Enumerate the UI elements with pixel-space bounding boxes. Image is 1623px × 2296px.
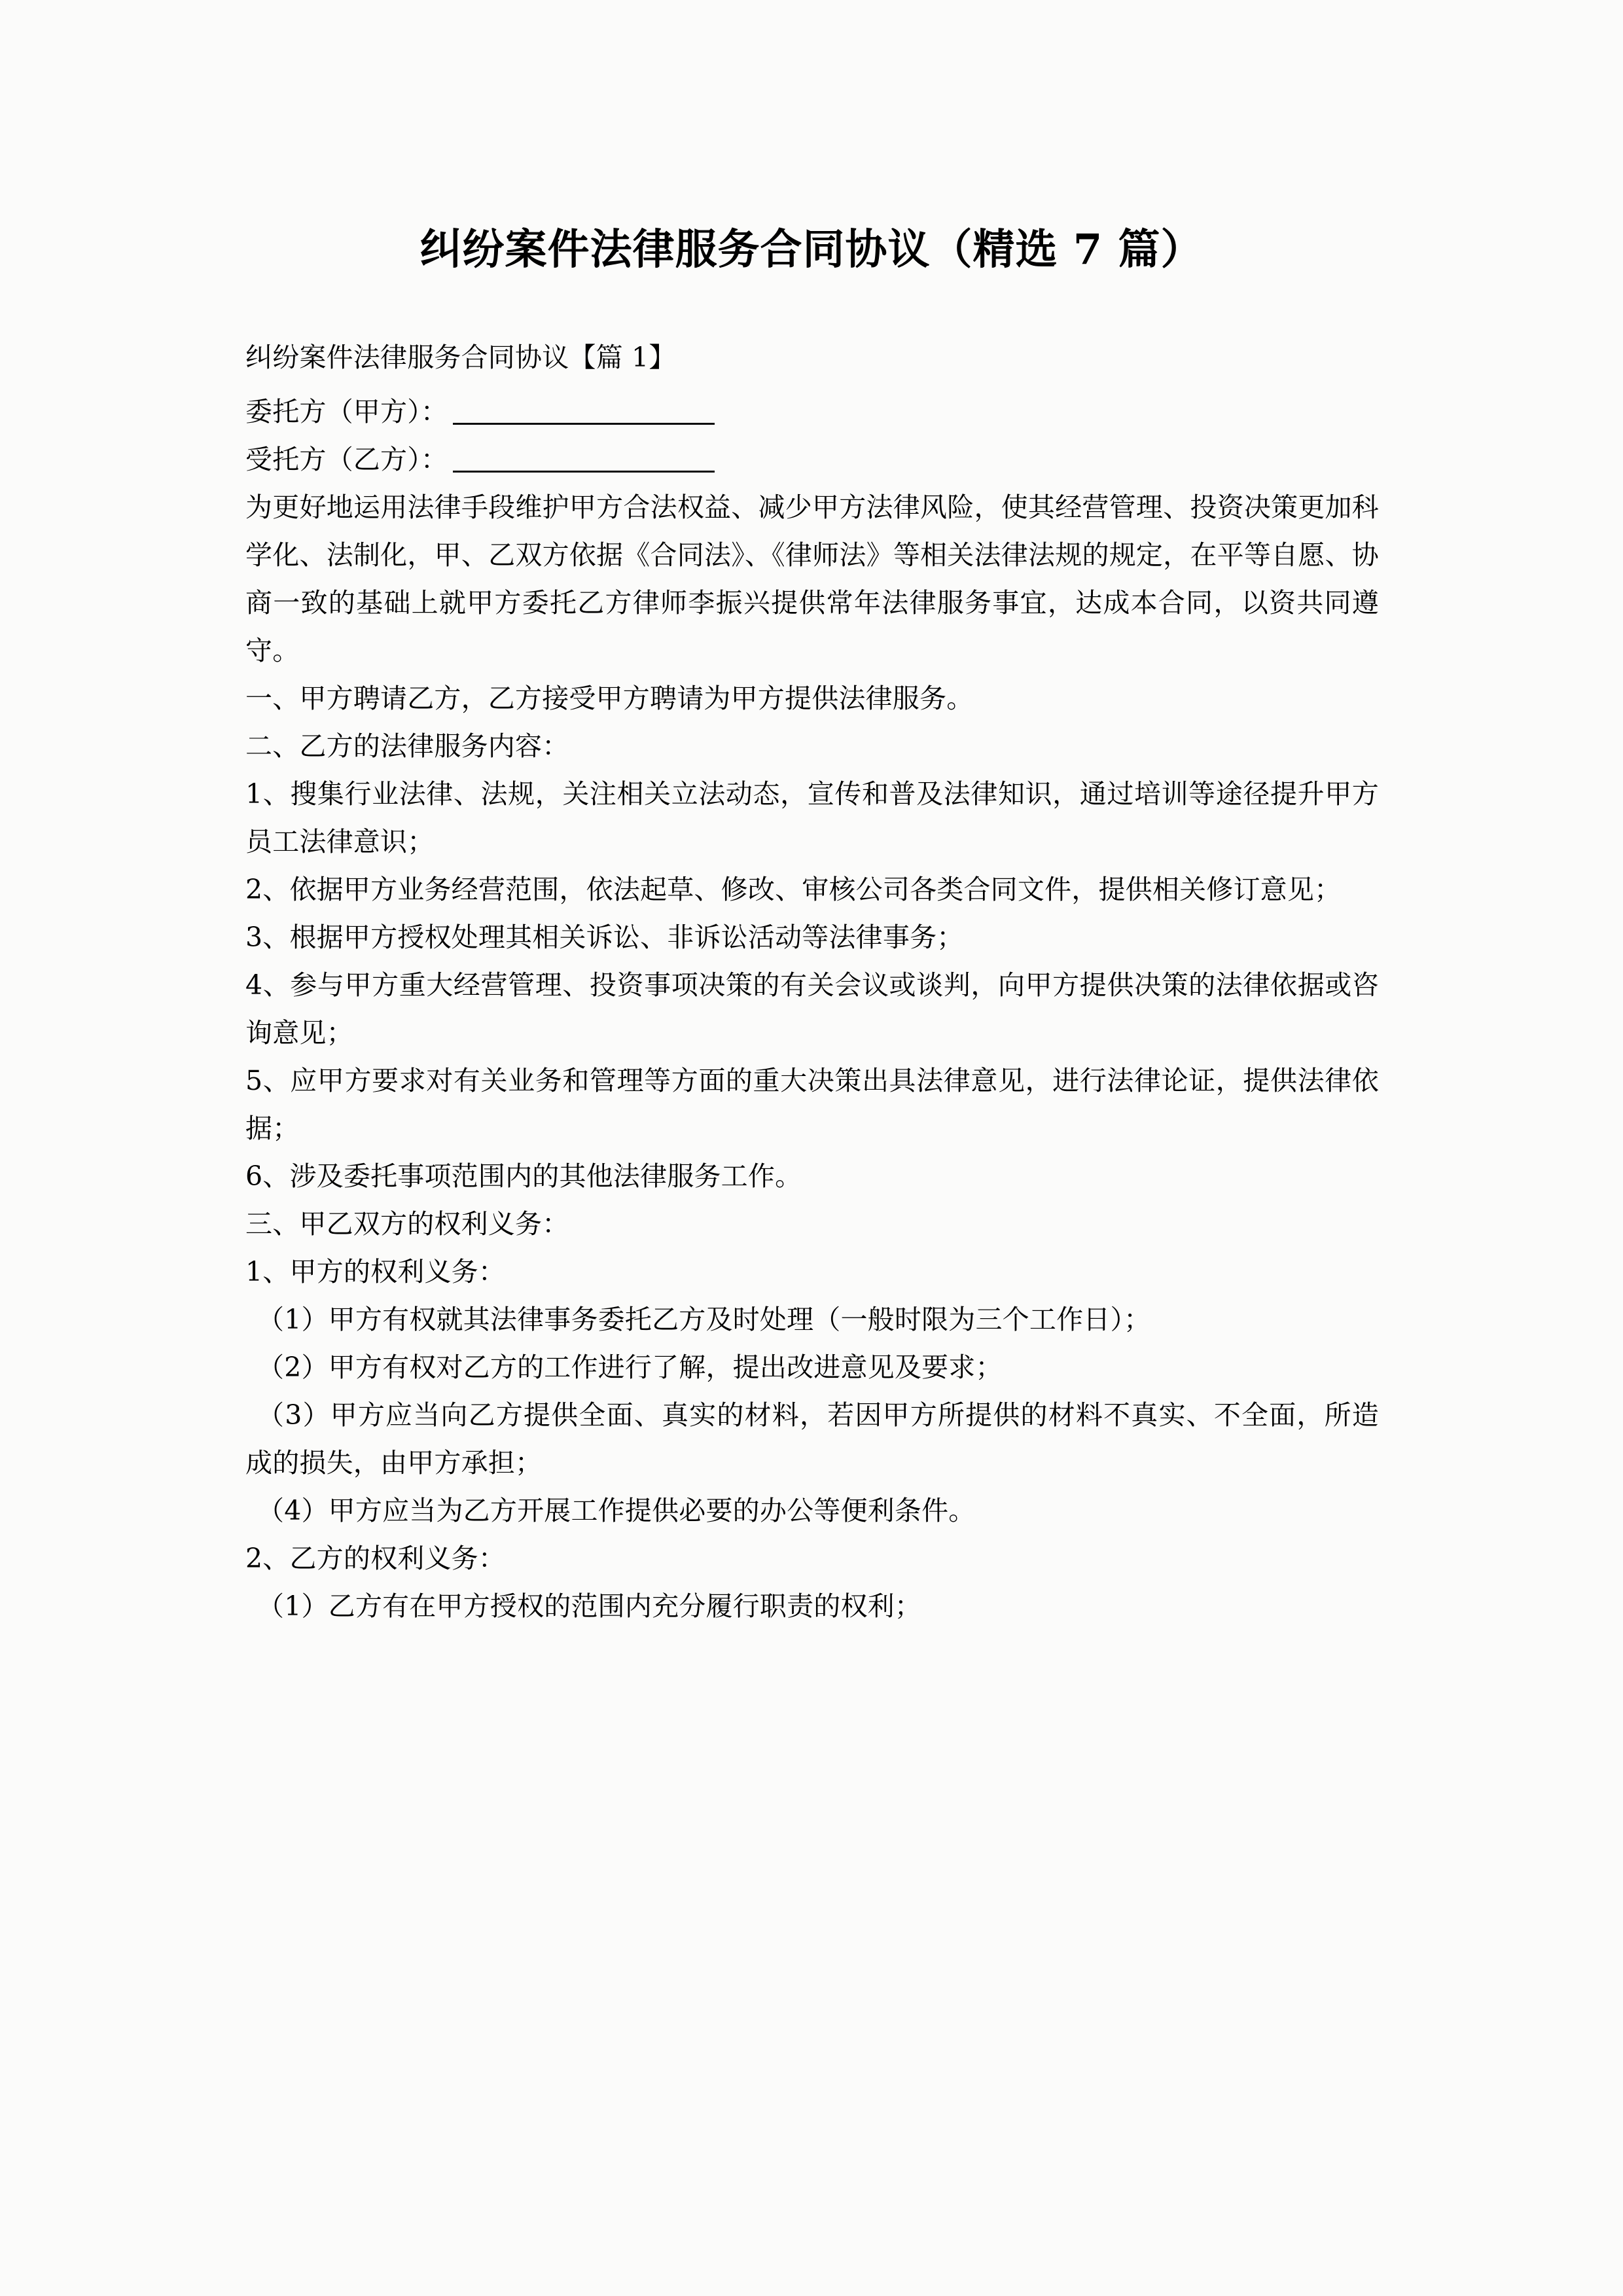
paragraph-party-b-rights-heading: 2、乙方的权利义务： xyxy=(245,1543,506,1574)
paragraph-clause-3-heading: 三、甲乙双方的权利义务： xyxy=(245,1208,569,1240)
field-input-party-b[interactable] xyxy=(453,471,715,473)
page-title: 纠纷案件法律服务合同协议（精选 7 篇） xyxy=(419,224,1204,274)
field-label-party-a: 委托方（甲方）： xyxy=(245,396,448,427)
paragraph-party-a-rights-heading: 1、甲方的权利义务： xyxy=(245,1256,506,1287)
section-heading: 纠纷案件法律服务合同协议【篇 1】 xyxy=(245,342,676,373)
paragraph-service-item-5: 5、应甲方要求对有关业务和管理等方面的重大决策出具法律意见，进行法律论证，提供法律依据； xyxy=(245,1065,1379,1144)
paragraph-service-item-3: 3、根据甲方授权处理其相关诉讼、非诉讼活动等法律事务； xyxy=(245,922,964,953)
paragraph-service-item-4: 4、参与甲方重大经营管理、投资事项决策的有关会议或谈判，向甲方提供决策的法律依据或咨询意见； xyxy=(245,969,1379,1049)
paragraph-clause-1: 一、甲方聘请乙方，乙方接受甲方聘请为甲方提供法律服务。 xyxy=(245,683,974,714)
paragraph-party-b-item-1: （1）乙方有在甲方授权的范围内充分履行职责的权利； xyxy=(257,1590,922,1622)
spacer xyxy=(245,382,1379,388)
paragraph-party-a-item-3: （3）甲方应当向乙方提供全面、真实的材料，若因甲方所提供的材料不真实、不全面，所造成的损失，由甲方承担； xyxy=(245,1399,1379,1479)
field-input-party-a[interactable] xyxy=(453,423,715,425)
field-row-party-a xyxy=(245,388,1379,436)
document-body xyxy=(245,334,1379,1630)
paragraph-preamble: 为更好地运用法律手段维护甲方合法权益、减少甲方法律风险，使其经营管理、投资决策更加科学化、法制化，甲、乙双方依据《合同法》、《律师法》等相关法律法规的规定，在平等自愿、协商一致的基础上就甲方委托乙方律师李振兴提供常年法律服务事宜，达成本合同，以资共同遵守。 xyxy=(245,492,1379,666)
paragraph-party-a-item-2: （2）甲方有权对乙方的工作进行了解，提出改进意见及要求； xyxy=(257,1352,1003,1383)
field-label-party-b: 受托方（乙方）： xyxy=(245,444,448,475)
paragraph-party-a-item-1: （1）甲方有权就其法律事务委托乙方及时处理（一般时限为三个工作日）； xyxy=(257,1304,1151,1335)
paragraph-party-a-item-4: （4）甲方应当为乙方开展工作提供必要的办公等便利条件。 xyxy=(257,1495,976,1526)
paragraph-clause-2-heading: 二、乙方的法律服务内容： xyxy=(245,730,569,762)
paragraph-service-item-6: 6、涉及委托事项范围内的其他法律服务工作。 xyxy=(245,1160,802,1192)
field-row-party-b xyxy=(245,436,1379,484)
paragraph-service-item-1: 1、搜集行业法律、法规，关注相关立法动态，宣传和普及法律知识，通过培训等途径提升甲方员工法律意识； xyxy=(245,778,1379,857)
paragraph-service-item-2: 2、依据甲方业务经营范围，依法起草、修改、审核公司各类合同文件，提供相关修订意见； xyxy=(245,874,1342,905)
